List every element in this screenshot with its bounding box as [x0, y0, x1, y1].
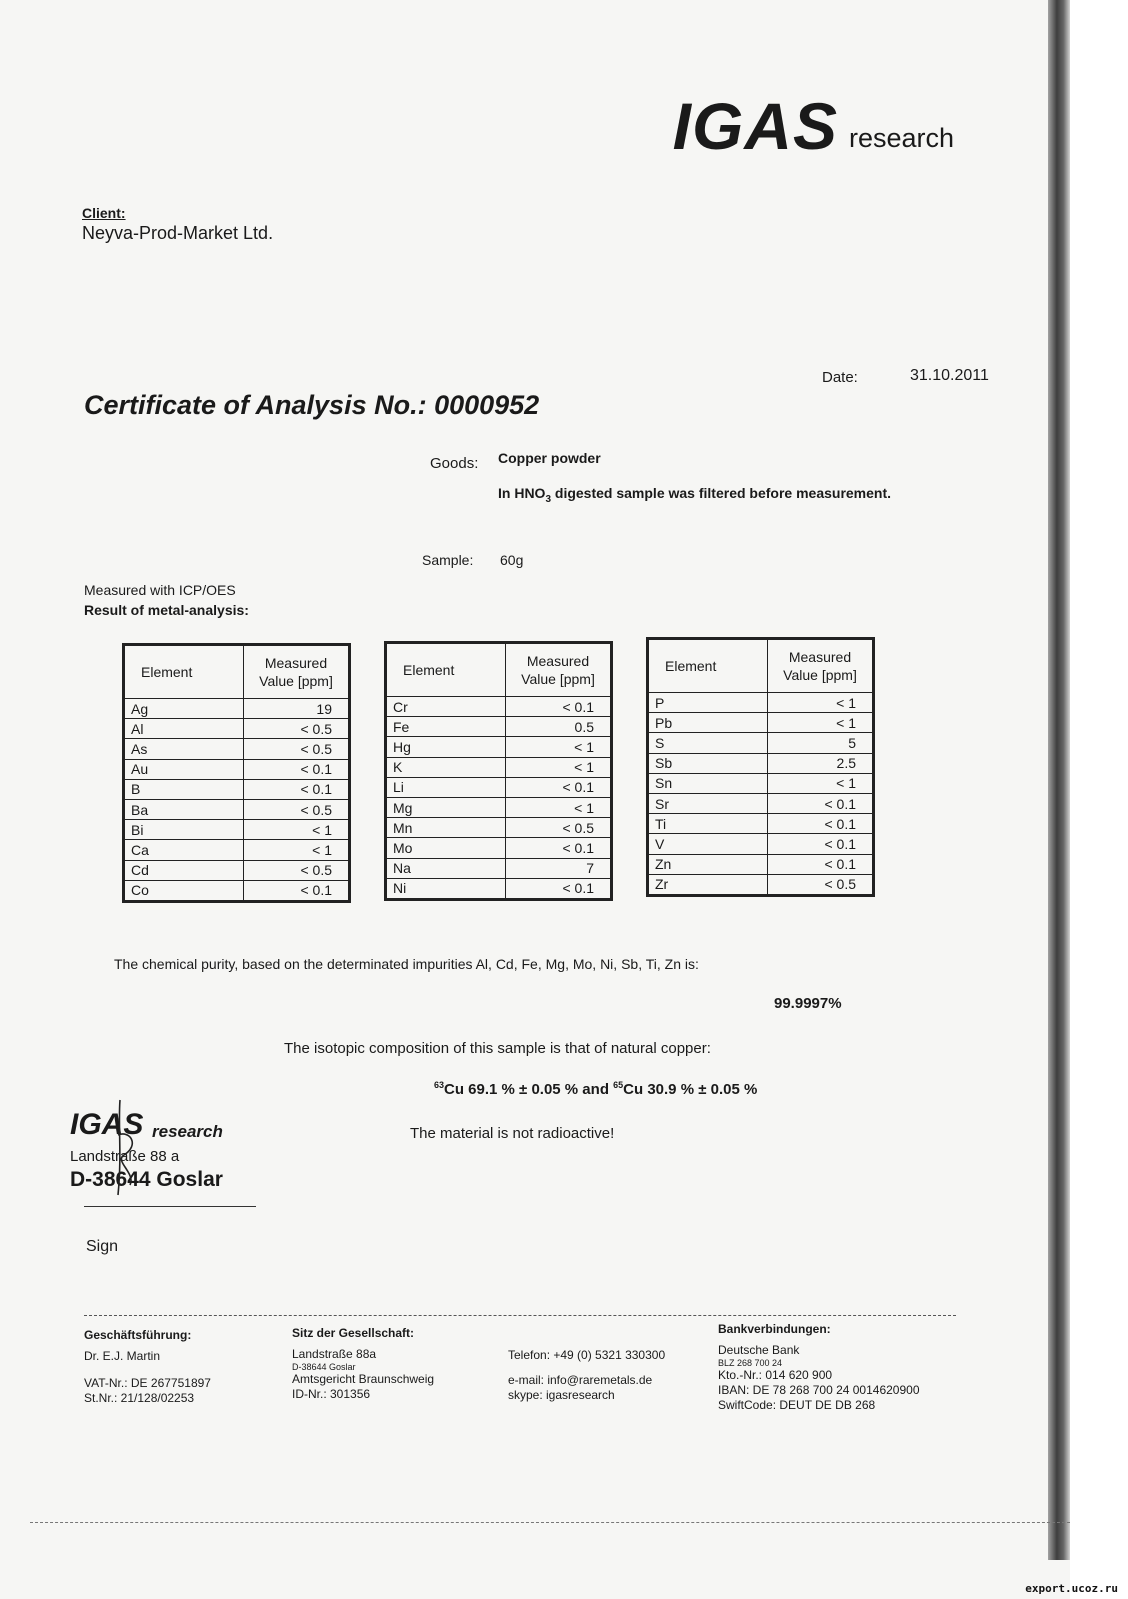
stamp-logo: IGAS — [70, 1108, 144, 1141]
table-row — [386, 878, 612, 899]
element-cell: Li — [386, 777, 506, 797]
footer-company-seat: Sitz der Gesellschaft: Landstraße 88a D-38644 Goslar Amtsgericht Braunschweig ID-Nr.: 301356 — [292, 1326, 435, 1401]
element-cell: S — [648, 733, 768, 753]
value-header: Measured Value [ppm] — [768, 639, 874, 693]
element-cell: Pb — [648, 713, 768, 733]
table-row — [124, 759, 350, 779]
element-header: Element — [386, 643, 506, 697]
table-row — [124, 719, 350, 739]
value-cell: < 0.1 — [506, 697, 612, 717]
table-row — [124, 739, 350, 759]
element-cell: Cr — [386, 697, 506, 717]
table-row — [386, 697, 612, 717]
value-cell: 0.5 — [506, 717, 612, 737]
value-cell: < 1 — [506, 757, 612, 777]
sample-value: 60g — [500, 552, 524, 568]
table-row — [648, 874, 874, 895]
element-cell: Sr — [648, 793, 768, 813]
table-row — [648, 834, 874, 854]
element-table-2 — [384, 641, 613, 901]
table-row — [648, 693, 874, 713]
table-header-row — [648, 639, 874, 693]
value-cell: 5 — [768, 733, 874, 753]
element-header: Element — [648, 639, 768, 693]
table-header-row — [124, 645, 350, 699]
radioactive-statement: The material is not radioactive! — [410, 1125, 615, 1142]
element-cell: As — [124, 739, 244, 759]
sign-label: Sign — [86, 1238, 119, 1255]
stamp-street: Landstraße 88 a — [70, 1148, 180, 1165]
table-row — [124, 840, 350, 860]
element-cell: Mg — [386, 797, 506, 817]
isotopic-value: $^{63}$Cu 69.1 % ± 0.05 % and $^{65}$Cu 30.9 % ± 0.05 % — [434, 1080, 758, 1098]
igas-logo: IGAS — [672, 89, 838, 163]
value-cell: < 0.1 — [768, 793, 874, 813]
signature — [100, 1095, 160, 1205]
element-cell: Hg — [386, 737, 506, 757]
table-row — [124, 820, 350, 840]
table-row — [124, 779, 350, 799]
table-row — [124, 799, 350, 819]
signature-line — [84, 1206, 256, 1207]
element-cell: Ag — [124, 699, 244, 719]
table-row — [386, 717, 612, 737]
table-row — [124, 860, 350, 880]
value-cell: < 0.5 — [244, 799, 350, 819]
value-cell: < 0.1 — [506, 838, 612, 858]
element-cell: Zn — [648, 854, 768, 874]
element-cell: Zr — [648, 874, 768, 895]
value-cell: < 0.5 — [506, 818, 612, 838]
footer-contact: Telefon: +49 (0) 5321 330300 e-mail: info@raremetals.de skype: igasresearch — [508, 1348, 666, 1402]
element-cell: Mn — [386, 818, 506, 838]
value-cell: < 0.5 — [768, 874, 874, 895]
stamp-city: D-38644 Goslar — [70, 1168, 223, 1191]
table-row — [648, 793, 874, 813]
value-cell: < 1 — [768, 773, 874, 793]
result-label: Result of metal-analysis: — [84, 602, 249, 618]
date-label: Date: — [822, 369, 858, 386]
method-text: Measured with ICP/OES — [84, 582, 236, 598]
element-cell: Ti — [648, 814, 768, 834]
value-cell: 7 — [506, 858, 612, 878]
element-cell: Ba — [124, 799, 244, 819]
value-cell: < 0.5 — [244, 719, 350, 739]
table-row — [648, 854, 874, 874]
value-cell: < 0.1 — [244, 779, 350, 799]
table-row — [124, 880, 350, 901]
table-row — [386, 737, 612, 757]
element-cell: Ni — [386, 878, 506, 899]
value-cell: < 1 — [244, 840, 350, 860]
element-table-3 — [646, 637, 875, 897]
watermark: export.ucoz.ru — [1025, 1582, 1118, 1595]
table-row — [386, 838, 612, 858]
footer-divider — [84, 1315, 956, 1316]
table-row — [386, 858, 612, 878]
bottom-divider — [30, 1522, 1070, 1523]
client-name: Neyva-Prod-Market Ltd. — [82, 223, 274, 243]
element-cell: Fe — [386, 717, 506, 737]
value-cell: < 0.1 — [768, 854, 874, 874]
element-header: Element — [124, 645, 244, 699]
element-cell: V — [648, 834, 768, 854]
value-cell: < 1 — [506, 737, 612, 757]
goods-label: Goods: — [430, 455, 479, 472]
table-row — [648, 753, 874, 773]
sample-label: Sample: — [422, 552, 474, 568]
value-cell: < 0.1 — [506, 777, 612, 797]
digestion-note: In $HNO_3$ digested sample was filtered before measurement. — [498, 485, 892, 505]
goods-value: Copper powder — [498, 450, 601, 466]
value-cell: < 0.1 — [768, 814, 874, 834]
value-header: Measured Value [ppm] — [244, 645, 350, 699]
table-row — [648, 773, 874, 793]
table-row — [648, 713, 874, 733]
footer-bank: Bankverbindungen: Deutsche Bank BLZ 268 700 24 Kto.-Nr.: 014 620 900 IBAN: DE 78 268 700 24 0014620900 SwiftCode: DEUT DE DB 268 — [718, 1322, 920, 1412]
element-cell: B — [124, 779, 244, 799]
stamp-research: research — [152, 1122, 223, 1141]
scan-margin — [1070, 0, 1128, 1599]
table-header-row — [386, 643, 612, 697]
certificate-title: Certificate of Analysis No.: 0000952 — [84, 390, 540, 420]
value-cell: < 0.1 — [768, 834, 874, 854]
element-cell: Al — [124, 719, 244, 739]
element-cell: Co — [124, 880, 244, 901]
table-row — [386, 797, 612, 817]
value-cell: < 1 — [768, 693, 874, 713]
element-cell: P — [648, 693, 768, 713]
table-row — [386, 777, 612, 797]
date-value: 31.10.2011 — [910, 367, 989, 384]
element-cell: Au — [124, 759, 244, 779]
scan-shadow — [1048, 0, 1070, 1560]
value-cell: < 0.5 — [244, 860, 350, 880]
element-cell: Bi — [124, 820, 244, 840]
footer-management: Geschäftsführung: Dr. E.J. Martin VAT-Nr.: DE 267751897 St.Nr.: 21/128/02253 — [84, 1328, 211, 1405]
element-cell: Sb — [648, 753, 768, 773]
element-cell: Sn — [648, 773, 768, 793]
element-cell: Cd — [124, 860, 244, 880]
value-cell: < 0.5 — [244, 739, 350, 759]
isotopic-text: The isotopic composition of this sample is that of natural copper: — [284, 1040, 711, 1057]
table-row — [124, 699, 350, 719]
value-cell: 19 — [244, 699, 350, 719]
value-cell: < 0.1 — [244, 880, 350, 901]
table-row — [648, 733, 874, 753]
element-cell: Na — [386, 858, 506, 878]
element-cell: Ca — [124, 840, 244, 860]
value-header: Measured Value [ppm] — [506, 643, 612, 697]
value-cell: 2.5 — [768, 753, 874, 773]
table-row — [386, 818, 612, 838]
purity-text: The chemical purity, based on the determinated impurities Al, Cd, Fe, Mg, Mo, Ni, Sb, Ti, Zn is: — [114, 956, 699, 972]
value-cell: < 1 — [506, 797, 612, 817]
value-cell: < 0.1 — [506, 878, 612, 899]
value-cell: < 1 — [244, 820, 350, 840]
element-table-1 — [122, 643, 351, 903]
purity-value: 99.9997% — [774, 995, 842, 1012]
client-label: Client: — [82, 205, 126, 221]
value-cell: < 0.1 — [244, 759, 350, 779]
table-row — [648, 814, 874, 834]
value-cell: < 1 — [768, 713, 874, 733]
element-cell: Mo — [386, 838, 506, 858]
igas-logo-sub: research — [848, 123, 954, 153]
table-row — [386, 757, 612, 777]
element-cell: K — [386, 757, 506, 777]
